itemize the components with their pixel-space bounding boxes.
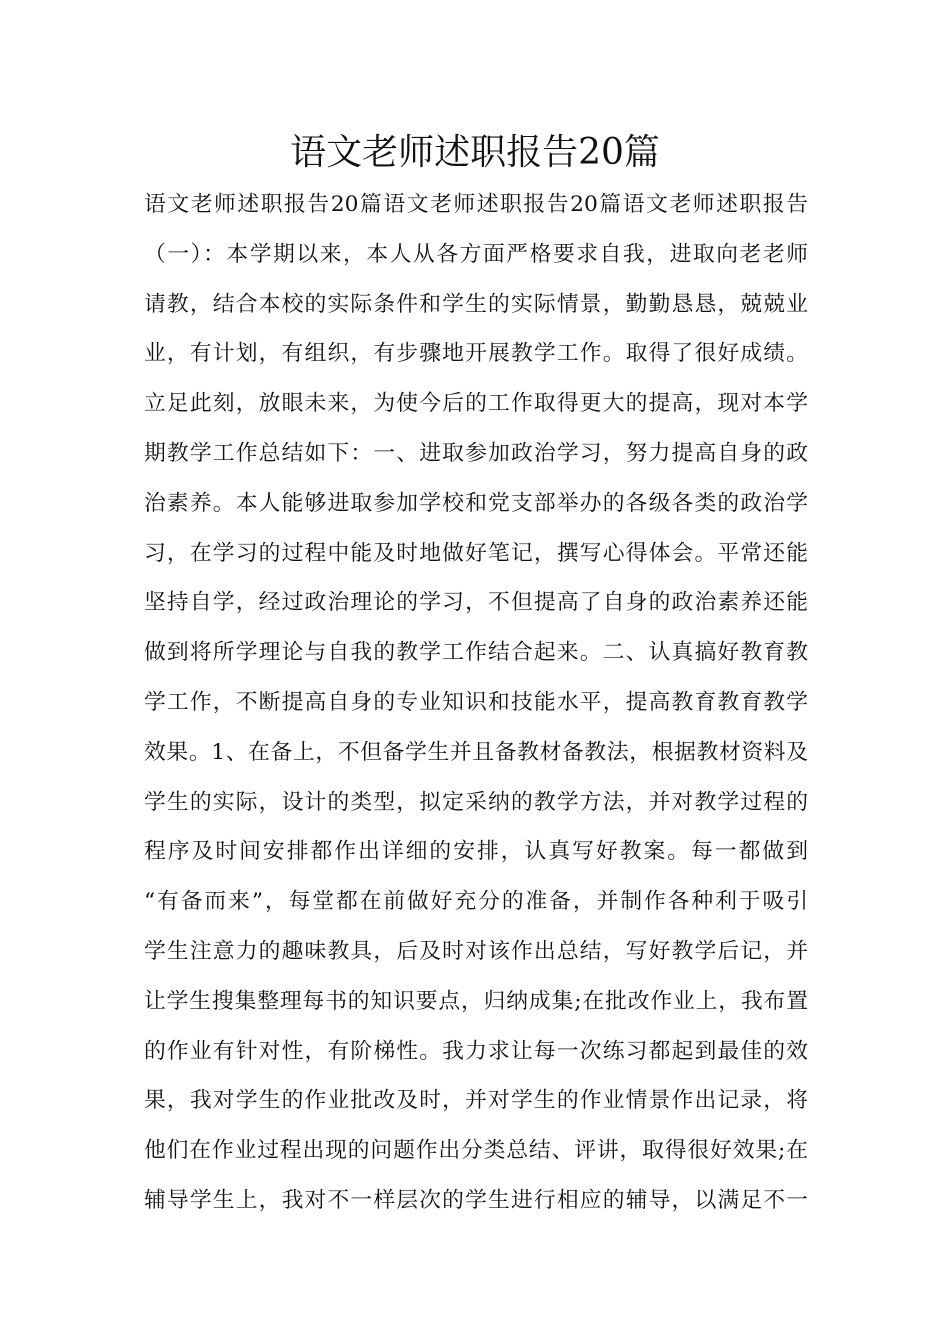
body-line: 效果。1、在备上，不但备学生并且备教材备教法，根据教材资料及 (144, 739, 808, 765)
document-body (144, 180, 808, 1226)
body-line: 学工作，不断提高自身的专业知识和技能水平，提高教育教育教学 (144, 689, 808, 715)
body-line: 他们在作业过程出现的问题作出分类总结、评讲，取得很好效果;在 (144, 1138, 808, 1164)
body-line: 程序及时间安排都作出详细的安排，认真写好教案。每一都做到 (144, 839, 808, 865)
body-line: 语文老师述职报告20篇语文老师述职报告20篇语文老师述职报告 (144, 192, 808, 217)
body-line: （一）：本学期以来，本人从各方面严格要求自我，进取向老老师 (144, 241, 808, 267)
body-line: 治素养。本人能够进取参加学校和党支部举办的各级各类的政治学 (144, 490, 808, 516)
body-line: 立足此刻，放眼未来，为使今后的工作取得更大的提高，现对本学 (144, 391, 808, 417)
body-line: 辅导学生上，我对不一样层次的学生进行相应的辅导，以满足不一 (144, 1187, 808, 1213)
body-line: 请教，结合本校的实际条件和学生的实际情景，勤勤恳恳，兢兢业 (144, 291, 808, 317)
body-line: 坚持自学，经过政治理论的学习，不但提高了自身的政治素养还能 (144, 590, 808, 616)
body-line: “有备而来”，每堂都在前做好充分的准备，并制作各种利于吸引 (144, 889, 808, 915)
document-title: 语文老师述职报告20篇 (290, 132, 660, 173)
body-line: 做到将所学理论与自我的教学工作结合起来。二、认真搞好教育教 (144, 640, 808, 666)
body-line: 习，在学习的过程中能及时地做好笔记，撰写心得体会。平常还能 (144, 540, 808, 566)
body-line: 的作业有针对性，有阶梯性。我力求让每一次练习都起到最佳的效 (144, 1038, 808, 1064)
body-line: 让学生搜集整理每书的知识要点，归纳成集;在批改作业上，我布置 (144, 988, 808, 1014)
body-line: 学生的实际，设计的类型，拟定采纳的教学方法，并对教学过程的 (144, 789, 808, 815)
body-line: 学生注意力的趣味教具，后及时对该作出总结，写好教学后记，并 (144, 938, 808, 964)
body-line: 期教学工作总结如下：一、进取参加政治学习，努力提高自身的政 (144, 440, 808, 466)
body-line: 果，我对学生的作业批改及时，并对学生的作业情景作出记录，将 (144, 1088, 808, 1114)
body-line: 业，有计划，有组织，有步骤地开展教学工作。取得了很好成绩。 (144, 341, 808, 367)
